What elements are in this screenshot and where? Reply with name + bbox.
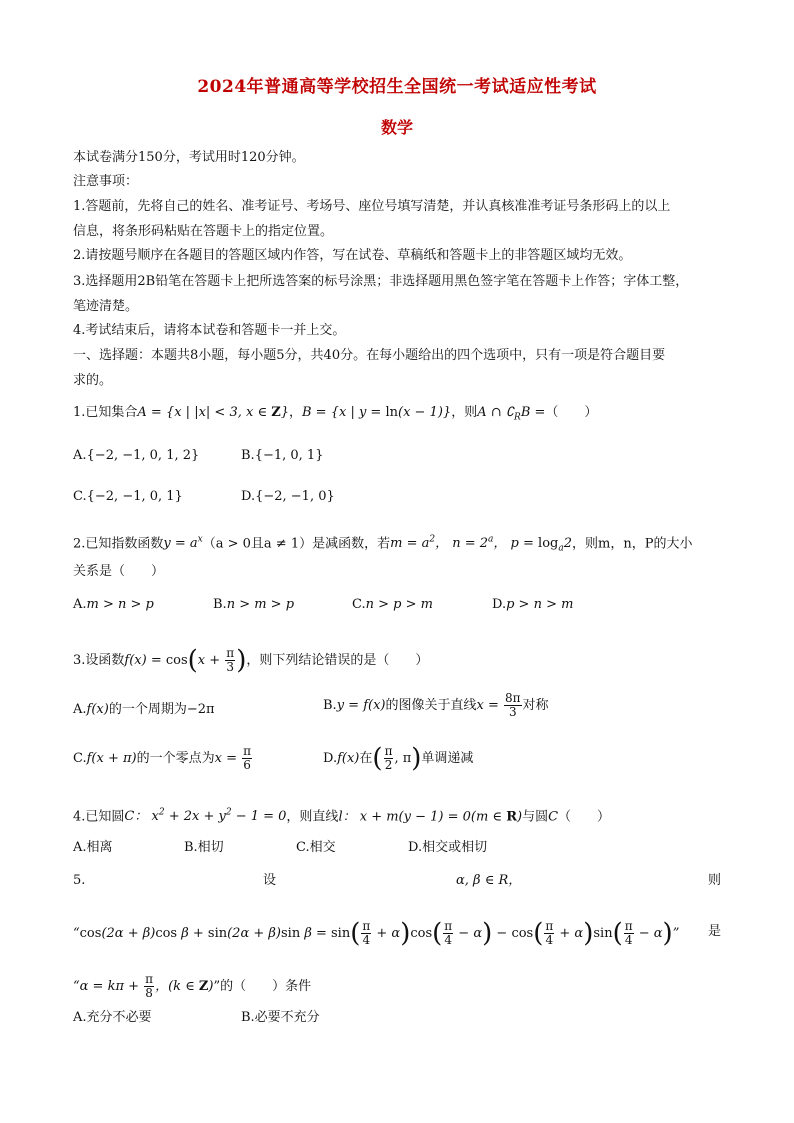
- q1-option-d[interactable]: [241, 487, 335, 507]
- q1-option-c-label: C.: [73, 489, 87, 504]
- q3-option-d[interactable]: [323, 745, 473, 772]
- q5-alpha-value: “α = kπ + $\frac{\pi}{8}$ ，(k ∈ Z): [73, 972, 214, 1000]
- q2-option-c-label: C.: [352, 597, 366, 612]
- q3-func: f(x) = cos(x + $\frac{\pi}{3}$ ): [124, 645, 247, 676]
- q3-option-c-zero: x = $\frac{\pi}{6}$: [214, 744, 252, 772]
- note-1a: 1.答题前，先将自己的姓名、准考证号、考场号、座位号填写清楚，并认真核准准考证号条形码上的以上: [73, 199, 671, 214]
- q2-option-b[interactable]: [213, 595, 294, 615]
- question-2: [73, 530, 723, 559]
- q2-func: $y = a^x$: [163, 535, 203, 552]
- q1-option-c-value: {−2, −1, 0, 1}: [86, 489, 183, 504]
- q3-suffix: ，则下列结论错误的是（ ）: [246, 653, 429, 668]
- q5-ze: 则: [708, 873, 722, 888]
- q3-option-d-interval: ( $\frac{\pi}{2}$ , π): [372, 743, 422, 774]
- note-4: 4.考试结束后，请将本试卷和答题卡一并上交。: [73, 323, 346, 338]
- q3-option-a[interactable]: [73, 700, 215, 720]
- q1-option-b-label: B.: [241, 448, 255, 463]
- note-3b: 笔迹清楚。: [73, 299, 139, 314]
- q1-set-a: A = {x | |x| < 3, x ∈ Z}: [137, 405, 289, 420]
- note-3a: 3.选择题用2B铅笔在答题卡上把所选答案的标号涂黑；非选择题用黑色签字笔在答题卡上作答；字体工整，: [73, 274, 689, 289]
- exam-title: 2024年普通高等学校招生全国统一考试适应性考试: [197, 77, 597, 97]
- q3-option-b-tail: 对称: [522, 698, 549, 713]
- intro-line: 本试卷满分150分，考试用时120分钟。: [73, 150, 305, 165]
- q2-option-a-value: m > n > p: [86, 597, 154, 612]
- q2-values: $m = a^2$， $n = 2^a$， $p = \log_a2$: [390, 535, 572, 554]
- q1-expr: A ∩ $∁_RB$ =: [477, 405, 546, 423]
- q3-option-c-text: 的一个零点为: [136, 751, 215, 766]
- q5-cond: α, β ∈ R，: [456, 873, 522, 888]
- q3-option-b-text: 的图像关于直线: [385, 698, 477, 713]
- q2-prefix: 2.已知指数函数: [73, 536, 164, 552]
- question-4: [73, 803, 723, 827]
- q3-option-a-expr: f(x): [86, 702, 109, 717]
- q1-suffix: （ ）: [545, 405, 598, 420]
- q2-option-c-value: n > p > m: [365, 597, 433, 612]
- q2-option-b-label: B.: [213, 597, 227, 612]
- q3-option-d-expr: f(x): [337, 751, 360, 766]
- q4-option-c[interactable]: C.相交: [296, 840, 336, 855]
- q4-prefix: 4.已知圆: [73, 809, 125, 825]
- q3-option-d-text: 在: [359, 751, 373, 766]
- q5-option-b[interactable]: B.必要不充分: [241, 1010, 320, 1025]
- q1-option-d-value: {−2, −1, 0}: [255, 489, 335, 504]
- q2-cond: （a > 0且a ≠ 1）是减函数，若: [202, 536, 391, 552]
- q3-option-a-label: A.: [73, 702, 87, 717]
- q1-option-a-value: {−2, −1, 0, 1, 2}: [86, 448, 200, 463]
- q2-option-d-value: p > n > m: [506, 597, 574, 612]
- q4-line: l： x + m(y − 1) = 0(m ∈ R): [338, 809, 523, 825]
- q4-circle-name: C: [548, 809, 559, 825]
- q3-prefix: 3.设函数: [73, 653, 125, 668]
- q4-option-d[interactable]: D.相交或相切: [408, 840, 488, 855]
- q4-option-a[interactable]: A.相离: [73, 840, 113, 855]
- q3-option-c[interactable]: [73, 745, 253, 772]
- q2-option-a-label: A.: [73, 597, 87, 612]
- q4-circle: C： $x^2 + 2x + y^2 - 1 = 0$: [124, 808, 287, 825]
- q5-line3-tail: ”的（ ）条件: [213, 979, 312, 994]
- note-2: 2.请按题号顺序在各题目的答题区域内作答，写在试卷、草稿纸和答题卡上的非答题区域均无效。: [73, 248, 632, 263]
- q2-option-d[interactable]: [492, 595, 573, 615]
- notes-heading: 注意事项：: [73, 174, 139, 189]
- question-2-line2: 关系是（ ）: [73, 564, 165, 579]
- q1-option-a[interactable]: [73, 446, 199, 466]
- q4-option-b[interactable]: B.相切: [184, 840, 224, 855]
- q5-she: 设: [263, 873, 277, 888]
- q4-mid: ，则直线: [286, 809, 339, 825]
- q3-option-a-text: 的一个周期为−2π: [108, 702, 215, 717]
- q1-prefix: 1.已知集合: [73, 405, 138, 420]
- question-3: [73, 647, 723, 674]
- q1-option-d-label: D.: [241, 489, 256, 504]
- q5-option-a[interactable]: A.充分不必要: [73, 1010, 152, 1025]
- question-1: 1.已知集合A = {x | |x| < 3, x ∈ Z}，B = {x | y = ln(x − 1)}，则A ∩ $∁_RB$ =（ ）: [73, 405, 598, 423]
- q4-suffix: 与圆: [522, 809, 549, 825]
- section-1-heading-a: 一、选择题：本题共8小题，每小题5分，共40分。在每小题给出的四个选项中，只有一项是符合题目要: [73, 348, 666, 363]
- q2-option-c[interactable]: [352, 595, 433, 615]
- q5-number: 5.: [73, 873, 86, 888]
- q3-option-b-line: x = $\frac{8\pi}{3}$: [476, 691, 521, 719]
- note-1b: 信息，将条形码粘贴在答题卡上的指定位置。: [73, 224, 334, 239]
- q5-condition-line: [73, 973, 311, 1000]
- q2-option-d-label: D.: [492, 597, 507, 612]
- q3-option-c-expr: f(x + π): [86, 751, 137, 766]
- q3-option-b[interactable]: [323, 692, 549, 719]
- q2-end: ，则m，n，P的大小: [572, 536, 693, 552]
- q1-option-b[interactable]: [241, 446, 323, 466]
- q3-option-c-label: C.: [73, 751, 87, 766]
- q1-option-b-value: {−1, 0, 1}: [254, 448, 324, 463]
- q3-option-d-tail: 单调递减: [421, 751, 474, 766]
- q5-identity: “cos(2α + β)cos β + sin(2α + β)sin β = sin( $\frac{\pi}{4}$ + α)cos( $\frac{\pi}{4}$ − α) − cos( $\frac{\pi}{4}$ + α)sin( $\frac{\pi}{4}$ − α)”: [73, 918, 680, 949]
- q4-end: （ ）: [558, 809, 611, 825]
- q1-set-b: B = {x | y = ln(x − 1)}: [302, 405, 452, 420]
- q5-statement: [73, 920, 679, 947]
- q2-option-a[interactable]: [73, 595, 154, 615]
- q1-mid: ，则: [451, 405, 478, 420]
- q3-option-b-expr: y = f(x): [336, 698, 386, 713]
- q3-option-d-label: D.: [323, 751, 338, 766]
- exam-subject: 数学: [380, 118, 413, 137]
- q2-option-b-value: n > m > p: [226, 597, 295, 612]
- section-1-heading-b: 求的。: [73, 373, 113, 388]
- q1-option-a-label: A.: [73, 448, 87, 463]
- q1-option-c[interactable]: [73, 487, 183, 507]
- q3-option-b-label: B.: [323, 698, 337, 713]
- q5-is: 是: [708, 924, 722, 939]
